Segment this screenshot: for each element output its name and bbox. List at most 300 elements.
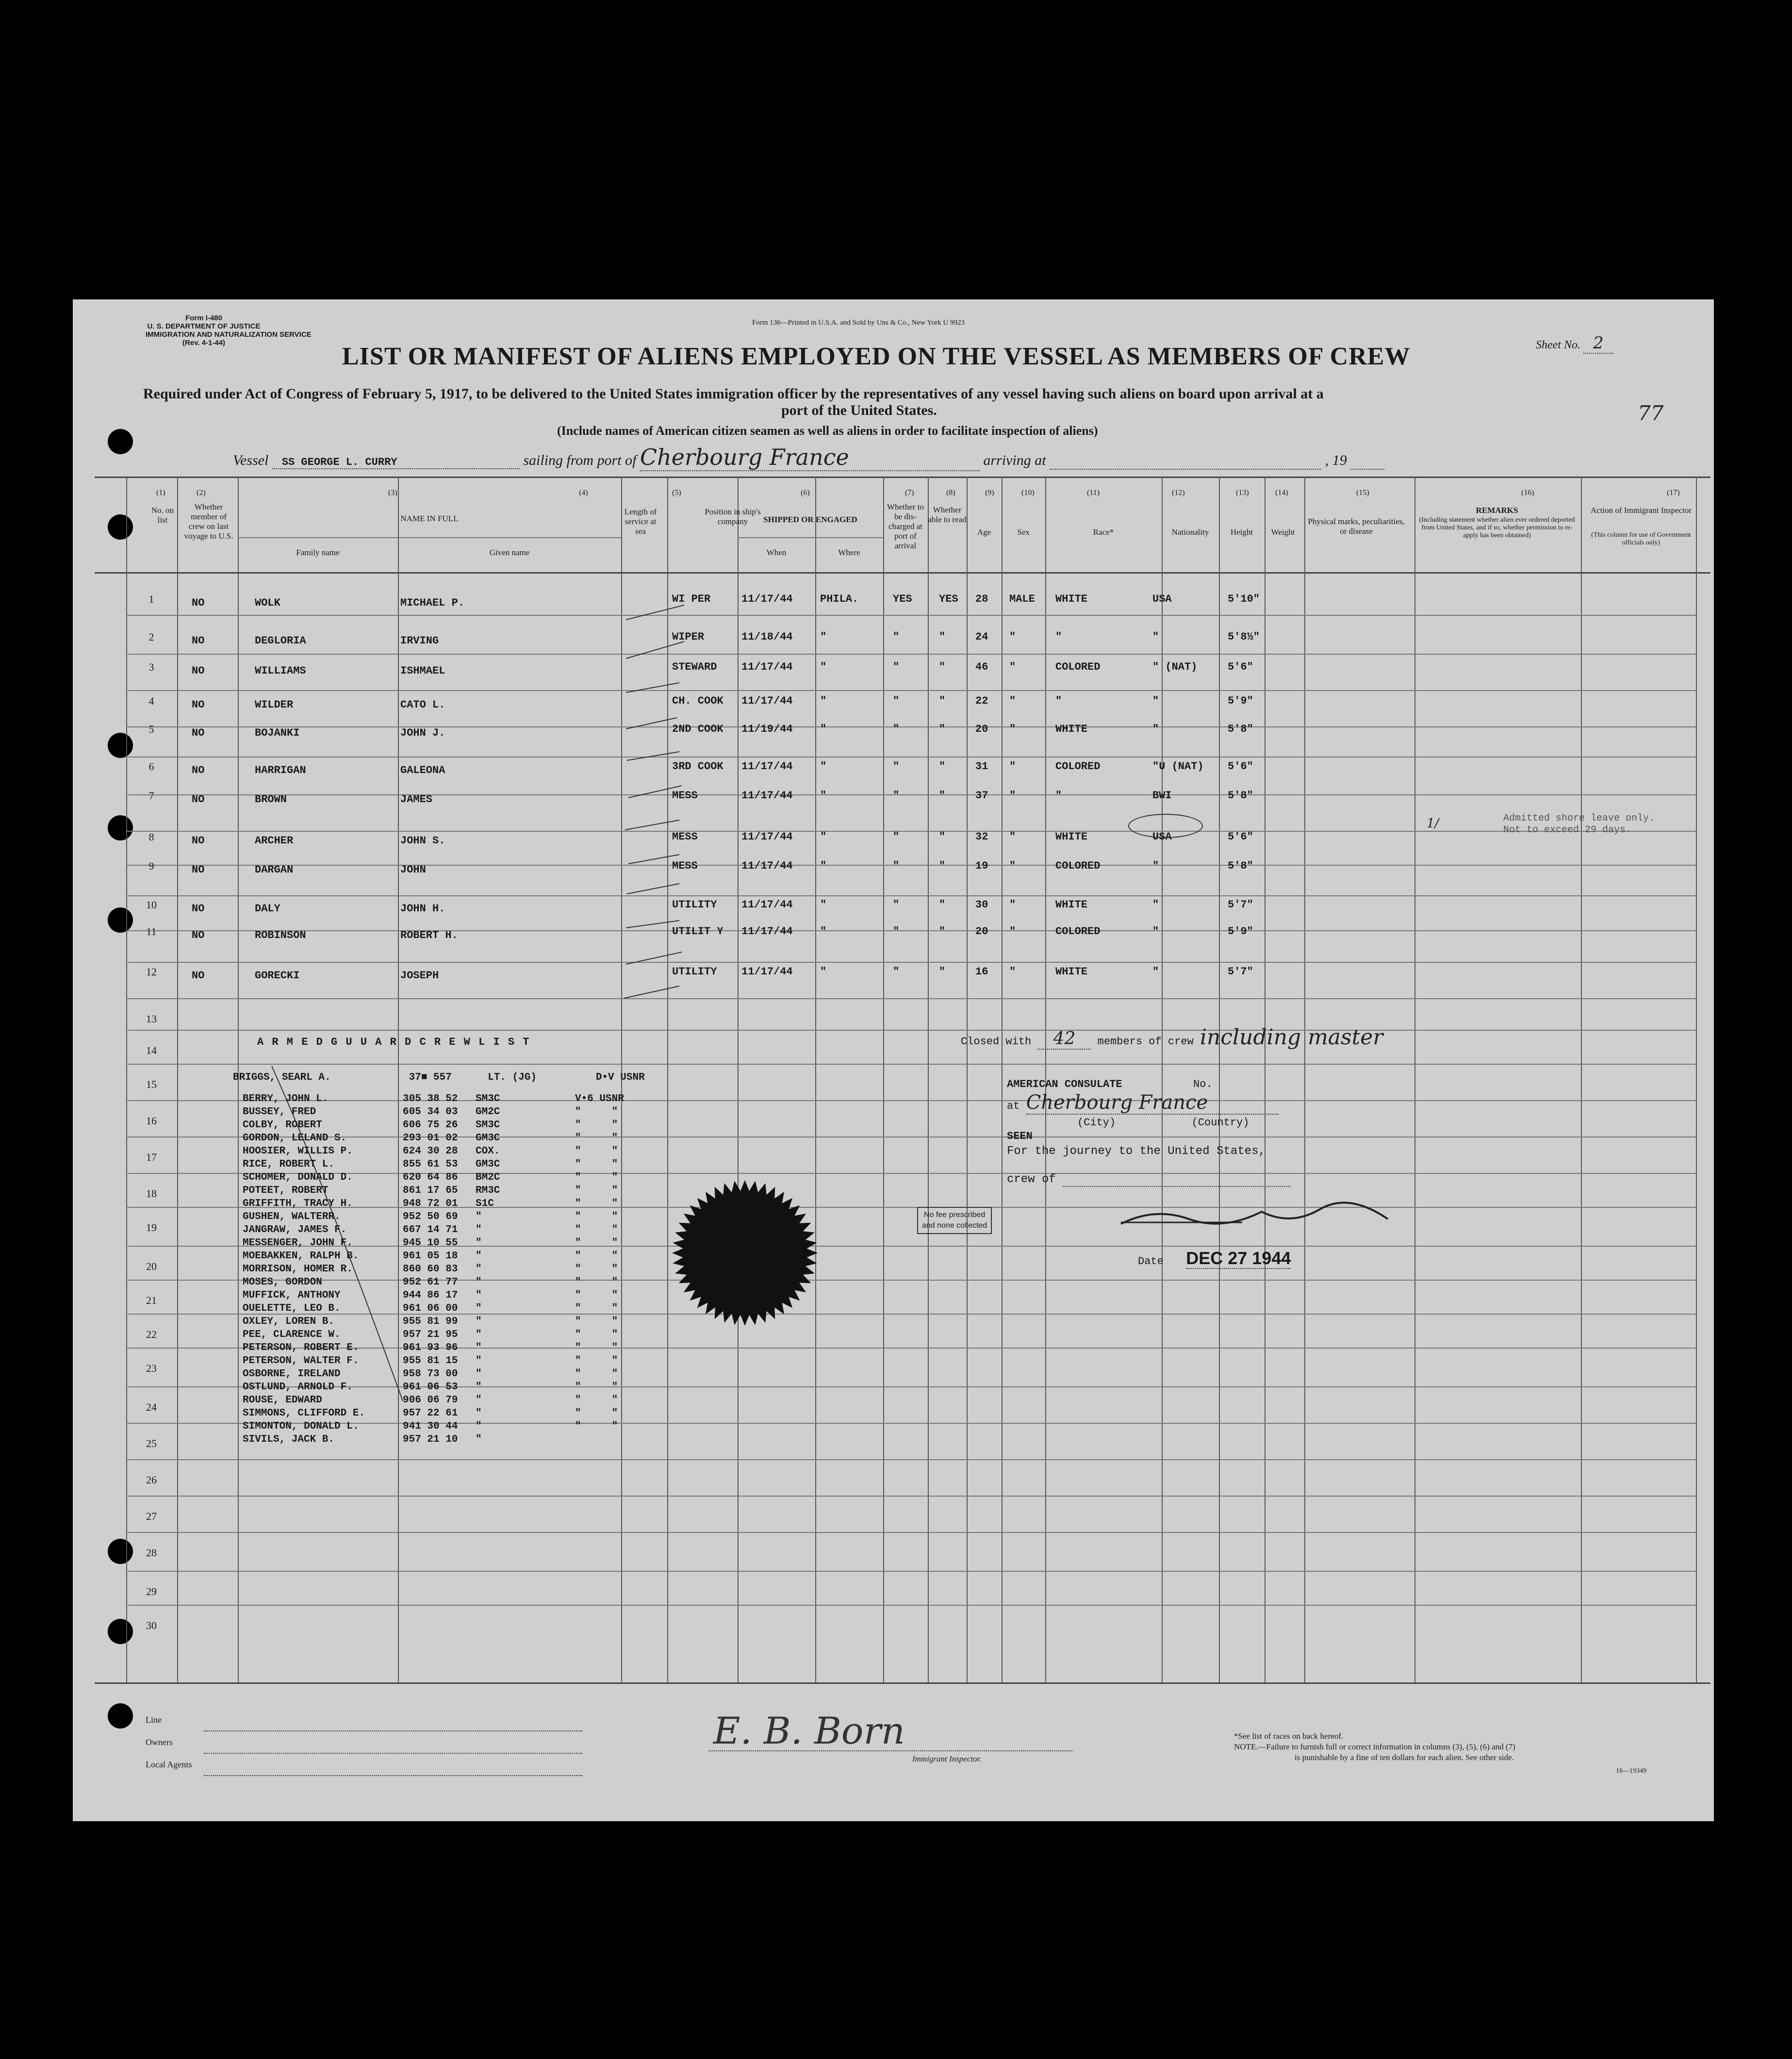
row-sex: " [1009,860,1016,872]
header-sex: Sex [1017,527,1030,537]
seen-label: SEEN [1007,1130,1033,1142]
col-num: (15) [1356,489,1369,497]
row-age: 31 [975,760,988,773]
pen-mark [625,820,679,830]
row-given-name: JOHN S. [400,835,445,847]
row-race: " [1055,790,1062,802]
row-family-name: WILLIAMS [255,665,306,677]
row-able-read: YES [939,593,958,605]
consulate-city: Cherbourg France [1026,1091,1279,1115]
row-number: 3 [148,661,154,673]
row-rule [126,962,1696,963]
row-age: 46 [975,661,988,673]
row-shipped-where: " [820,723,827,735]
ditto-mark: " " [575,1368,618,1380]
guard-rate: " [476,1421,482,1432]
row-age: 28 [975,593,988,605]
guard-name: PETERSON, ROBERT E. [243,1342,359,1353]
row-able-read: " [939,631,946,643]
row-height: 5'10" [1228,593,1260,605]
row-given-name: ISHMAEL [400,665,445,677]
row-race: WHITE [1055,593,1088,605]
lead-branch: D•V USNR [595,1072,645,1083]
row-number: 20 [146,1260,157,1272]
guard-service-number: 948 72 01 [403,1198,458,1209]
guard-service-number: 952 61 77 [403,1277,458,1288]
row-age: 19 [975,860,988,872]
row-position: MESS [672,860,698,872]
ditto-mark: " " [575,1290,618,1301]
row-sex: " [1009,966,1016,978]
vessel-label: Vessel [233,452,269,468]
guard-rate: " [476,1368,482,1380]
pen-mark [627,884,679,894]
row-shipped-where: " [820,831,827,843]
armed-guard-row [243,1367,548,1381]
guard-rate: " [476,1342,482,1353]
ditto-mark: " " [575,1395,618,1406]
row-rule [126,794,1696,795]
row-nationality: " [1152,860,1159,872]
row-nationality: " [1152,899,1159,911]
row-age: 24 [975,631,988,643]
row-shipped-where: " [820,760,827,773]
row-age: 37 [975,790,988,802]
guard-service-number: 624 30 28 [403,1146,458,1157]
subheader-rule [238,537,621,538]
row-shipped-when: 11/19/44 [741,723,793,735]
armed-guard-row [243,1407,548,1420]
row-given-name: JOSEPH [400,970,439,982]
col-num: (6) [801,489,810,497]
row-race: " [1055,695,1062,707]
closed-prefix: Closed with [961,1036,1032,1048]
row-position: 2ND COOK [672,723,723,735]
row-prev-voyage: NO [192,864,205,876]
ditto-mark: " " [575,1408,618,1419]
guard-rate: " [476,1224,482,1235]
row-age: 22 [975,695,988,707]
armed-guard-row [243,1119,548,1132]
row-discharged: " [893,661,900,673]
row-rule [126,690,1696,691]
agents-label: Local Agents [146,1760,192,1769]
service: IMMIGRATION AND NATURALIZATION SERVICE [146,330,312,339]
armed-guard-row [243,1184,548,1197]
ditto-mark: " " [575,1237,618,1249]
row-shipped-when: 11/17/44 [741,860,793,872]
inspector-line [708,1750,1072,1751]
ditto-mark: " " [575,1421,618,1432]
row-discharged: " [893,723,900,735]
guard-name: MORRISON, HOMER R. [243,1264,353,1275]
row-able-read: " [939,760,946,773]
row-rule [126,615,1696,616]
guard-rate: GM2C [476,1106,500,1118]
header-name-in-full: NAME IN FULL [400,514,459,523]
at-label: at [1007,1100,1020,1112]
row-sex: " [1009,695,1016,707]
row-shipped-where: " [820,790,827,802]
col-num: (9) [985,489,994,497]
ditto-mark: " " [575,1316,618,1327]
row-shipped-when: 11/17/44 [741,831,793,843]
lead-number: 37■ 557 [409,1072,452,1083]
row-sex: " [1009,631,1016,643]
row-rule [126,895,1696,896]
row-shipped-where: " [820,695,827,707]
guard-rate: " [476,1303,482,1314]
row-position: CH. COOK [672,695,723,707]
row-race: COLORED [1055,760,1101,773]
sailing-label: sailing from port of [523,452,637,468]
column-rule [126,477,127,1682]
guard-service-number: 305 38 52 [403,1093,458,1104]
col-num: (12) [1172,489,1185,497]
row-discharged: " [893,925,900,938]
guard-name: SCHOMER, DONALD D. [243,1172,353,1183]
guard-name: JANGRAW, JAMES F. [243,1224,347,1235]
guard-name: PETERSON, WALTER F. [243,1355,359,1367]
col-num: (7) [905,489,914,497]
row-rule [126,1030,1696,1031]
guard-rate: COX. [476,1146,500,1157]
row-nationality: USA [1152,593,1172,605]
pen-mark [624,986,679,998]
row-family-name: ARCHER [255,835,294,847]
row-race: WHITE [1055,723,1088,735]
row-family-name: WILDER [255,699,294,711]
guard-name: BERRY, JOHN L. [243,1093,329,1104]
column-rule [1581,477,1582,1682]
col-num: (2) [197,489,206,497]
required-text-1: Required under Act of Congress of February 5, 1917, to be delivered to the United States immigration officer by the representatives of any vessel having such aliens on board upon arrival at a [143,386,1324,402]
punch-hole [108,733,133,758]
sheet-number-label [1536,333,1613,353]
guard-service-number: 667 14 71 [403,1224,458,1235]
row-rule [126,930,1696,931]
row-number: 26 [146,1474,157,1486]
note-fine: is punishable by a fine of ten dollars for each alien. See other side. [1295,1753,1514,1762]
ditto-mark: " " [575,1251,618,1262]
row-number: 30 [146,1619,157,1631]
header-physical: Physical marks, peculiarities, or disease [1308,517,1405,536]
row-number: 17 [146,1151,157,1163]
row-number: 7 [148,790,154,802]
form-number: Form I-480 [185,314,222,322]
row-number: 23 [146,1362,157,1374]
row-given-name: JOHN [400,864,426,876]
header-age: Age [977,527,991,537]
row-number: 10 [146,899,157,911]
row-position: 3RD COOK [672,760,723,773]
row-prev-voyage: NO [192,699,205,711]
guard-name: OXLEY, LOREN B. [243,1316,335,1327]
row-number: 11 [146,925,157,938]
guard-name: MUFFICK, ANTHONY [243,1290,341,1301]
guard-service-number: 961 93 96 [403,1342,458,1353]
row-number: 18 [146,1187,157,1200]
guard-name: POTEET, ROBERT [243,1185,329,1196]
stamp-date: DEC 27 1944 [1186,1248,1291,1268]
row-shipped-when: 11/17/44 [741,925,793,938]
ditto-mark: " " [575,1303,618,1314]
row-nationality: "U (NAT) [1152,760,1204,773]
row-height: 5'9" [1228,695,1253,707]
consulate-at-line [1007,1091,1279,1115]
guard-service-number: 961 06 00 [403,1303,458,1314]
col-num: (1) [156,489,165,497]
nationality-circle [1128,814,1203,838]
pen-mark [627,752,679,760]
row-able-read: " [939,695,946,707]
row-prev-voyage: NO [192,727,205,739]
row-race: COLORED [1055,925,1101,938]
row-discharged: " [893,831,900,843]
guard-name: OSBORNE, IRELAND [243,1368,341,1380]
row-number: 24 [146,1401,157,1413]
row-height: 5'8½" [1228,631,1260,643]
row-shipped-when: 11/17/44 [741,695,793,707]
guard-service-number: 957 22 61 [403,1408,458,1419]
armed-guard-dittos [575,1105,618,1433]
punch-hole [108,815,133,840]
row-shipped-when: 11/17/44 [741,760,793,773]
year-field [1350,452,1384,470]
row-position: STEWARD [672,661,717,673]
pen-mark [626,952,682,964]
armed-guard-title: A R M E D G U U A R D C R E W L I S T [257,1036,530,1048]
ditto-mark: " " [575,1185,618,1196]
row-nationality: " [1152,723,1159,735]
page-title: LIST OR MANIFEST OF ALIENS EMPLOYED ON THE VESSEL AS MEMBERS OF CREW [342,343,1411,370]
column-rule [1304,477,1305,1682]
note-failure: NOTE.—Failure to furnish full or correct information in columns (3), (5), (6) and (7) [1234,1742,1515,1751]
row-nationality: " [1152,925,1159,938]
guard-name: MOEBAKKEN, RALPH B. [243,1251,359,1262]
armed-guard-row [243,1223,548,1236]
consulate-title: AMERICAN CONSULATE [1007,1078,1122,1090]
row-able-read: " [939,925,946,938]
row-number: 12 [146,966,157,978]
armed-guard-row [243,1341,548,1354]
guard-rate: " [476,1355,482,1367]
row-shipped-where: " [820,661,827,673]
guard-name: SIVILS, JACK B. [243,1434,335,1445]
row-race: COLORED [1055,860,1101,872]
guard-rate: " [476,1408,482,1419]
ditto-mark: " " [575,1106,618,1118]
consul-signature [1116,1197,1407,1236]
header-when: When [766,548,787,557]
column-rule [177,477,178,1682]
row-family-name: WOLK [255,597,280,609]
column-rule [1696,477,1697,1682]
row-height: 5'8" [1228,860,1253,872]
header-where: Where [838,548,860,557]
guard-name: COLBY, ROBERT [243,1120,322,1131]
row-number: 6 [148,760,154,773]
row-age: 32 [975,831,988,843]
row-sex: " [1009,661,1016,673]
column-rule [1219,477,1220,1682]
seal-stamp [667,1175,822,1331]
guard-name: GUSHEN, WALTERR. [243,1211,341,1222]
row-sex: " [1009,899,1016,911]
subheader-rule [738,537,883,538]
closed-with-line [961,1025,1383,1050]
column-rule [883,477,884,1682]
row-given-name: ROBERT H. [400,929,458,941]
guard-rate: " [476,1329,482,1340]
row-nationality: " [1152,695,1159,707]
row-given-name: IRVING [400,635,439,647]
row-shipped-when: 11/18/44 [741,631,793,643]
guard-rate: " [476,1395,482,1406]
col-num: (14) [1275,489,1288,497]
row-family-name: DEGLORIA [255,635,306,647]
header-family-name: Family name [296,548,340,557]
table-top-rule [95,477,1710,478]
ditto-mark: " " [575,1146,618,1157]
armed-guard-row [243,1315,548,1328]
row-family-name: DALY [255,903,280,915]
row-able-read: " [939,860,946,872]
row-family-name: ROBINSON [255,929,306,941]
row-shipped-when: 11/17/44 [741,661,793,673]
guard-rate: " [476,1434,482,1445]
row-given-name: JOHN H. [400,903,445,915]
pen-mark [626,605,684,620]
header-length-service: Length of service at sea [624,507,657,536]
row-position: WI PER [672,593,711,605]
row-discharged: " [893,860,900,872]
row-position: UTILITY [672,966,717,978]
row-discharged: " [893,695,900,707]
row-number: 5 [148,723,154,735]
guard-service-number: 293 01 02 [403,1133,458,1144]
row-family-name: BROWN [255,793,287,806]
city-label: (City) [1077,1117,1116,1129]
fee-line-2: and none collected [922,1221,987,1230]
ditto-mark: " " [575,1172,618,1183]
row-prev-voyage: NO [192,793,205,806]
ditto-mark: " " [575,1342,618,1353]
lead-name: BRIGGS, SEARL A. [233,1072,331,1083]
inspector-signature: E. B. Born [713,1709,905,1752]
armed-guard-list [243,1092,548,1446]
guard-service-number: 961 05 18 [403,1251,458,1262]
row-rule [126,757,1696,758]
row-shipped-where: " [820,899,827,911]
row-discharged: " [893,790,900,802]
row-discharged: " [893,760,900,773]
required-text-2: port of the United States. [781,402,937,418]
row-prev-voyage: NO [192,929,205,941]
col-num: (13) [1236,489,1249,497]
row-height: 5'7" [1228,899,1253,911]
guard-rate: " [476,1382,482,1393]
row-rule [126,654,1696,655]
row-family-name: DARGAN [255,864,294,876]
ditto-mark: " " [575,1198,618,1209]
lead-rank: LT. (JG) [488,1072,537,1083]
row-discharged: YES [893,593,912,605]
row-sex: " [1009,831,1016,843]
inspector-label: Immigrant Inspector. [912,1754,982,1763]
armed-guard-row [243,1328,548,1341]
row-position: MESS [672,790,698,802]
closed-count: 42 [1037,1029,1091,1050]
armed-guard-row [243,1132,548,1145]
pen-mark [628,786,682,798]
form-header-block [146,314,312,347]
punch-hole [108,907,133,933]
guard-rate: S1C [476,1198,494,1209]
printer-line: Form 136—Printed in U.S.A. and Sold by Uns & Co., New York U 9923 [752,319,965,327]
row-rule [126,831,1696,832]
header-remarks: REMARKS [1476,506,1518,515]
row-family-name: HARRIGAN [255,764,306,776]
row-number: 29 [146,1585,157,1598]
line-label: Line [146,1715,162,1725]
ditto-mark: " " [575,1120,618,1131]
guard-rate: GM3C [476,1133,500,1144]
journey-label: For the journey to the United States, [1007,1145,1266,1158]
date-line [1138,1248,1291,1268]
col-num: (4) [579,489,588,497]
closed-mid: members of crew [1097,1036,1194,1048]
row-height: 5'7" [1228,966,1253,978]
row-sex: " [1009,790,1016,802]
guard-rate: " [476,1290,482,1301]
row-nationality: " [1152,966,1159,978]
form-code: 16—19349 [1616,1767,1646,1775]
armed-guard-row [243,1433,548,1446]
department: U. S. DEPARTMENT OF JUSTICE [147,322,261,330]
header-prev-voyage: Whether member of crew on last voyage to U.S. [184,502,233,541]
guard-service-number: 620 64 86 [403,1172,458,1183]
seal-shape [672,1180,818,1326]
armed-guard-row [243,1092,548,1105]
closed-handwritten: including master [1200,1025,1383,1050]
row-age: 30 [975,899,988,911]
guard-rate: " [476,1264,482,1275]
row-sex: MALE [1009,593,1035,605]
row-height: 5'6" [1228,760,1253,773]
header-shipped: SHIPPED OR ENGAGED [763,515,857,524]
row-height: 5'9" [1228,925,1253,938]
include-note: (Include names of American citizen seamen as well as aliens in order to facilitate inspection of aliens) [557,424,1098,438]
header-no-on-list: No. on list [151,506,174,525]
guard-service-number: 605 34 03 [403,1106,458,1118]
guard-service-number: 955 81 99 [403,1316,458,1327]
date-label: Date [1138,1255,1164,1268]
row-race: " [1055,631,1062,643]
crew-of-label: crew of [1007,1173,1056,1186]
armed-guard-row [243,1250,548,1263]
row-number: 19 [146,1221,157,1234]
armed-guard-row [243,1105,548,1119]
guard-rate: SM3C [476,1120,500,1131]
row-prev-voyage: NO [192,597,205,609]
ditto-mark: " " [575,1264,618,1275]
guard-service-number: 906 06 79 [403,1395,458,1406]
row-race: WHITE [1055,899,1088,911]
armed-guard-row [243,1289,548,1302]
row-prev-voyage: NO [192,665,205,677]
col-num: (17) [1667,489,1680,497]
